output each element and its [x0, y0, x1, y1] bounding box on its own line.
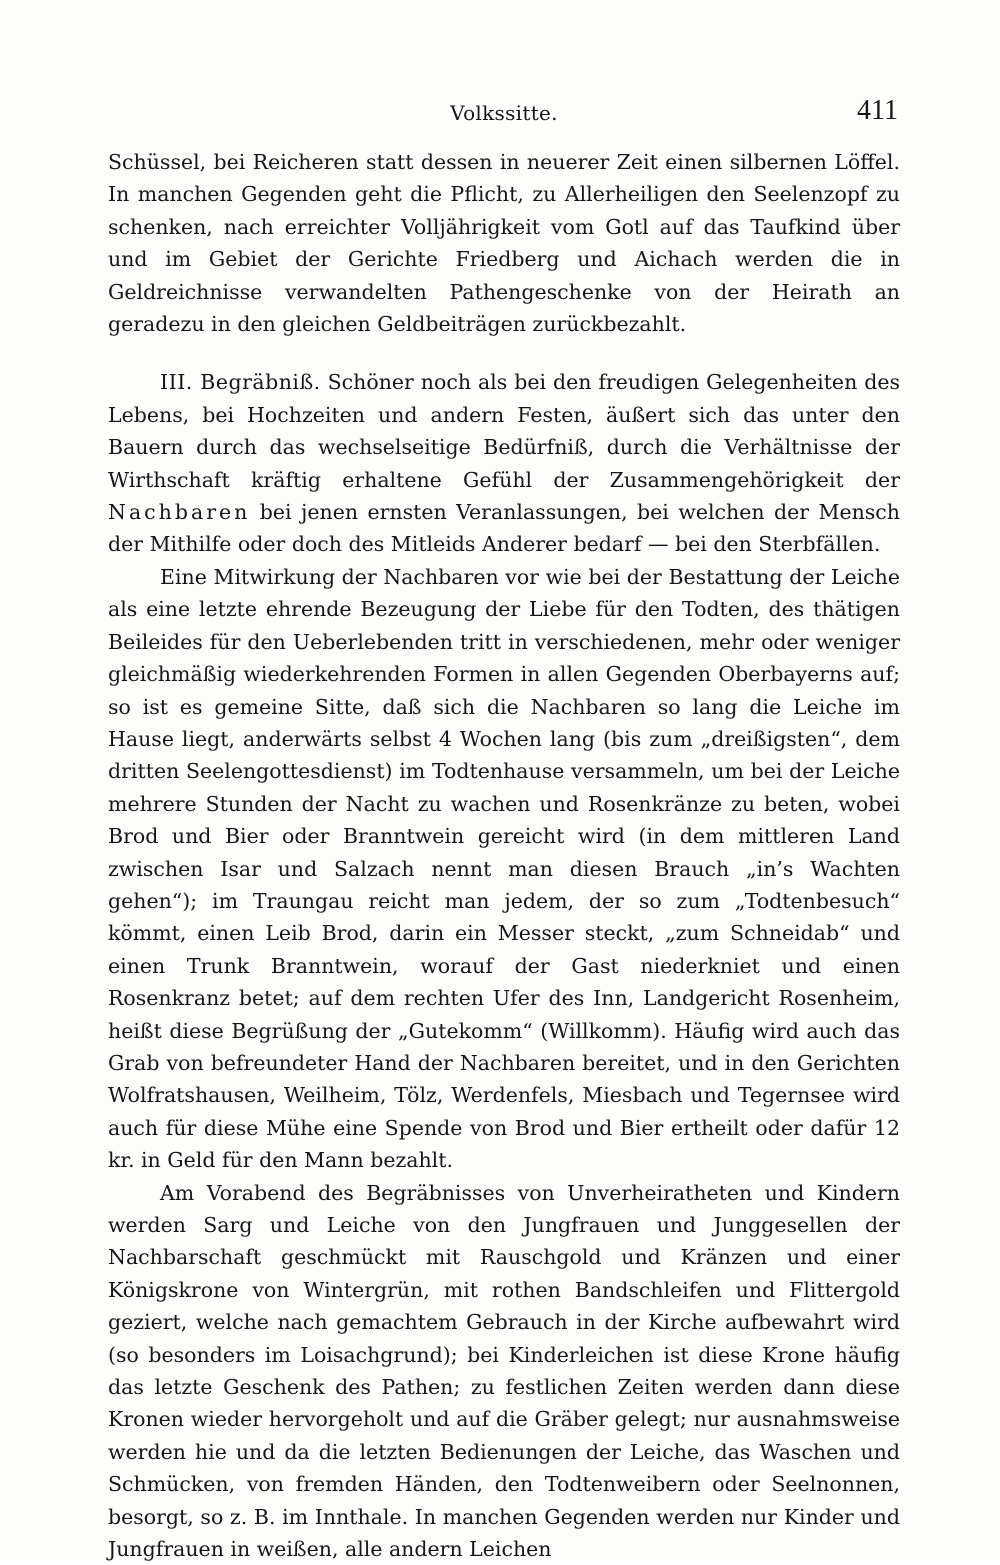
page-number: 411 [857, 95, 898, 126]
paragraph-continued: Schüssel, bei Reicheren statt dessen in neuerer Zeit einen silbernen Löffel. In manchen Gegenden geht die Pflicht, zu Allerheiligen den Seelenzopf zu schenken, nach erreichter Volljährigkeit vom Gotl auf das Taufkind über und im Gebiet der Gerichte Friedberg und Aichach werden die in Geldreichnisse verwandelten Pathengeschenke von der Heirath an geradezu in den gleichen Geldbeiträgen zurückbezahlt. [108, 150, 900, 337]
body-text [108, 146, 900, 1565]
paragraph-text: bei jenen ernsten Veranlassungen, bei welchen der Mensch der Mithilfe oder doch des Mitleids Anderer bedarf — bei den Sterbfällen. [108, 500, 900, 557]
paragraph-section-begraebniss [108, 366, 900, 560]
running-title: Volkssitte. [450, 101, 558, 125]
paragraph-text: Schöner noch als bei den freudigen Gelegenheiten des Lebens, bei Hochzeiten und andern Festen, äußert sich das unter den Bauern durch das wechselseitige Bedürfniß, durch die Verhältnisse der Wirthschaft kräftig erhaltene Gefühl der Zusammengehörigkeit der [108, 370, 900, 492]
running-head [108, 96, 900, 130]
section-heading: III. Begräbniß. [160, 370, 321, 395]
paragraph-nachbaren: Eine Mitwirkung der Nachbaren vor wie bei der Bestattung der Leiche als eine letzte ehrende Bezeugung der Liebe für den Todten, des thätigen Beileides für den Ueberlebenden tritt in verschiedenen, mehr oder weniger gleichmäßig wiederkehrenden Formen in allen Gegenden Oberbayerns auf; so ist es gemeine Sitte, daß sich die Nachbaren so lang die Leiche im Hause liegt, anderwärts selbst 4 Wochen lang (bis zum „dreißigsten“, dem dritten Seelengottesdienst) im Todtenhause versammeln, um bei der Leiche mehrere Stunden der Nacht zu wachen und Rosenkränze zu beten, wobei Brod und Bier oder Branntwein gereicht wird (in dem mittleren Land zwischen Isar und Salzach nennt man diesen Brauch „in’s Wachten gehen“); im Traungau reicht man jedem, der so zum „Todtenbesuch“ kömmt, einen Leib Brod, darin ein Messer steckt, „zum Schneidab“ und einen Trunk Branntwein, worauf der Gast niederkniet und einen Rosenkranz betet; auf dem rechten Ufer des Inn, Landgericht Rosenheim, heißt diese Begrüßung der „Gutekomm“ (Willkomm). Häufig wird auch das Grab von befreundeter Hand der Nachbaren bereitet, und in den Gerichten Wolfratshausen, Weilheim, Tölz, Werdenfels, Miesbach und Tegernsee wird auch für diese Mühe eine Spende von Brod und Bier ertheilt oder dafür 12 kr. in Geld für den Mann bezahlt. [108, 564, 900, 1173]
emphasized-word: Nachbaren [108, 500, 251, 525]
paragraph-vorabend: Am Vorabend des Begräbnisses von Unverheiratheten und Kindern werden Sarg und Leiche von den Jungfrauen und Junggesellen der Nachbarschaft geschmückt mit Rauschgold und Kränzen und einer Königskrone von Wintergrün, mit rothen Bandschleifen und Flittergold geziert, welche nach gemachtem Gebrauch in der Kirche aufbewahrt wird (so besonders im Loisachgrund); bei Kinderleichen ist diese Krone häufig das letzte Geschenk des Pathen; zu festlichen Zeiten werden dann diese Kronen wieder hervorgeholt und auf die Gräber gelegt; nur ausnahmsweise werden hie und da die letzten Bedienungen der Leiche, das Waschen und Schmücken, von fremden Händen, den Todtenweibern oder Seelnonnen, besorgt, so z. B. im Innthale. In manchen Gegenden werden nur Kinder und Jungfrauen in weißen, alle andern Leichen [108, 1180, 900, 1562]
